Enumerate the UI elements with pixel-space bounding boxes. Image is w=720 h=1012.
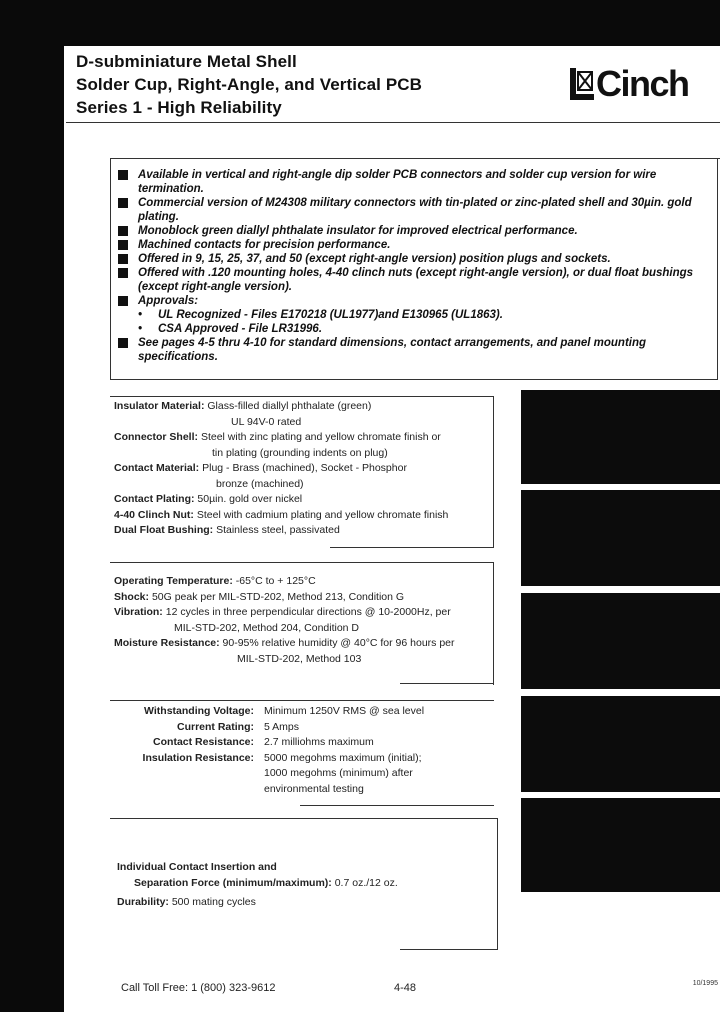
env-bottom-rule	[400, 683, 494, 684]
product-photo-5	[521, 798, 720, 892]
header-rule	[66, 122, 720, 123]
materials-bottom-rule	[330, 547, 494, 548]
bullet-square-icon	[118, 296, 128, 306]
feature-item: Approvals:	[116, 294, 706, 308]
bullet-square-icon	[118, 254, 128, 264]
cinch-logo-text: Cinch	[596, 63, 689, 104]
feature-item: Monoblock green diallyl phthalate insulator for improved electrical performance.	[116, 224, 706, 238]
electrical-top-rule	[110, 700, 494, 701]
materials-section: Insulator Material: Glass-filled diallyl phthalate (green) UL 94V-0 rated Connector Shell: Steel with zinc plating and yellow chromate finish or tin plating (grounding indents on plug) Contact Material: Plug - Brass (machined), Socket - Phosphor bronze (machined) Contact Plating: 50µin. gold over nickel 4-40 Clinch Nut: Steel with cadmium plating and yellow chromate finish Dual Float Bushing: Stainless steel, passivated	[114, 400, 449, 536]
mech-bottom-rule	[400, 949, 498, 950]
feature-item: Commercial version of M24308 military connectors with tin-plated or zinc-plated shell and 30µin. gold plating.	[116, 196, 706, 224]
feature-item: Offered with .120 mounting holes, 4-40 clinch nuts (except right-angle version), or dual float bushings (except right-angle version).	[116, 266, 706, 294]
electrical-bottom-rule	[300, 805, 494, 806]
feature-item: Available in vertical and right-angle dip solder PCB connectors and solder cup version for wire termination.	[116, 168, 706, 196]
electrical-section: Withstanding Voltage: Minimum 1250V RMS @ sea level Current Rating: 5 Amps Contact Resistance: 2.7 milliohms maximum Insulation Resistance: 5000 megohms maximum (initial); 1000 megohms (minimum) after environmental testing	[142, 705, 425, 795]
materials-top-rule	[110, 396, 494, 397]
features-list	[116, 168, 706, 364]
page-number: 4-48	[394, 982, 417, 994]
header-black-strip	[64, 0, 720, 46]
bullet-square-icon	[118, 226, 128, 236]
approval-item: • CSA Approved - File LR31996.	[138, 323, 323, 335]
toll-free-text: Call Toll Free: 1 (800) 323-9612	[121, 982, 276, 994]
title-line-3: Series 1 - High Reliability	[76, 98, 282, 117]
left-black-margin	[0, 0, 64, 1012]
features-right-rule	[717, 158, 718, 380]
mech-right-rule	[497, 818, 498, 950]
features-left-rule	[110, 158, 111, 380]
feature-item: Machined contacts for precision performance.	[116, 238, 706, 252]
product-photo-3	[521, 593, 720, 689]
approval-item: • UL Recognized - Files E170218 (UL1977)and E130965 (UL1863).	[138, 309, 503, 321]
feature-item: Offered in 9, 15, 25, 37, and 50 (except right-angle version) position plugs and sockets.	[116, 252, 706, 266]
bullet-square-icon	[118, 240, 128, 250]
feature-item: See pages 4-5 thru 4-10 for standard dimensions, contact arrangements, and panel mounting specifications.	[116, 336, 706, 364]
env-right-rule	[493, 562, 494, 685]
product-photo-2	[521, 490, 720, 586]
cinch-logo	[570, 63, 689, 104]
bullet-dot-icon: •	[138, 309, 143, 321]
product-photo-4	[521, 696, 720, 792]
mech-top-rule	[110, 818, 498, 819]
title-line-1: D-subminiature Metal Shell	[76, 52, 297, 71]
features-top-rule	[110, 158, 720, 159]
bullet-square-icon	[118, 170, 128, 180]
bullet-dot-icon: •	[138, 323, 143, 335]
environmental-section: Operating Temperature: -65°C to + 125°C Shock: 50G peak per MIL-STD-202, Method 213, Condition G Vibration: 12 cycles in three perpendicular directions @ 10-2000Hz, per MIL-STD-202, Method 204, Condition D Moisture Resistance: 90-95% relative humidity @ 40°C for 96 hours per MIL-STD-202, Method 103	[114, 575, 455, 665]
cinch-logo-mark-icon	[570, 68, 594, 100]
bullet-square-icon	[118, 268, 128, 278]
title-block	[66, 46, 526, 122]
date-code: 10/1995	[692, 980, 718, 987]
env-top-rule	[110, 562, 494, 563]
materials-right-rule	[493, 396, 494, 548]
title-line-2: Solder Cup, Right-Angle, and Vertical PCB	[76, 75, 423, 94]
bullet-square-icon	[118, 198, 128, 208]
features-bottom-rule	[110, 379, 718, 380]
mechanical-section: Individual Contact Insertion and Separation Force (minimum/maximum): 0.7 oz./12 oz. Durability: 500 mating cycles	[117, 861, 398, 908]
bullet-square-icon	[118, 338, 128, 348]
product-photo-1	[521, 390, 720, 484]
